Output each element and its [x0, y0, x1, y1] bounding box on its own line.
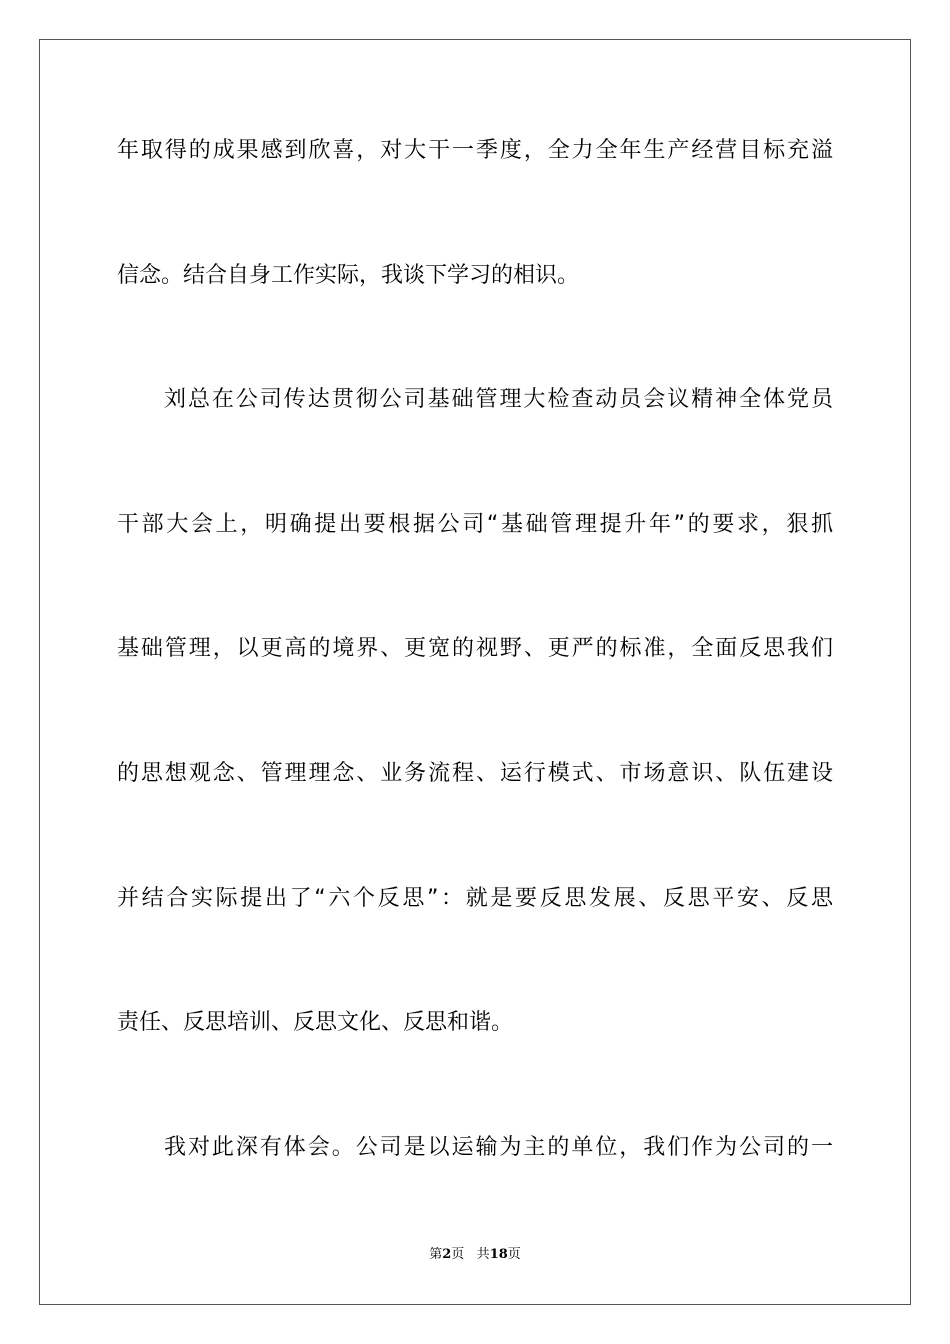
body-text-line-6: 的思想观念、管理理念、业务流程、运行模式、市场意识、队伍建设 [117, 761, 833, 786]
footer-page-number: 2 [442, 1247, 452, 1262]
footer-total-pages: 18 [489, 1247, 508, 1262]
page-border [39, 39, 911, 1305]
footer-page-suffix: 页 [451, 1247, 465, 1262]
body-text-line-8: 责任、反思培训、反思文化、反思和谐。 [117, 1010, 514, 1035]
footer-page-prefix: 第 [429, 1247, 443, 1262]
footer-total-prefix: 共 [476, 1247, 490, 1262]
footer-total-suffix: 页 [507, 1247, 521, 1262]
body-text-line-4: 干部大会上，明确提出要根据公司“基础管理提升年”的要求，狠抓 [117, 512, 833, 537]
body-text-line-9: 我对此深有体会。公司是以运输为主的单位，我们作为公司的一 [164, 1135, 833, 1160]
body-text-line-7: 并结合实际提出了“六个反思”：就是要反思发展、反思平安、反思 [117, 886, 833, 911]
body-text-line-3: 刘总在公司传达贯彻公司基础管理大检查动员会议精神全体党员 [164, 387, 833, 412]
body-text-line-1: 年取得的成果感到欣喜，对大干一季度，全力全年生产经营目标充溢 [117, 138, 833, 163]
page-footer [0, 1246, 950, 1264]
body-text-line-2: 信念。结合自身工作实际，我谈下学习的相识。 [117, 263, 580, 288]
body-text-line-5: 基础管理，以更高的境界、更宽的视野、更严的标准，全面反思我们 [117, 636, 833, 661]
